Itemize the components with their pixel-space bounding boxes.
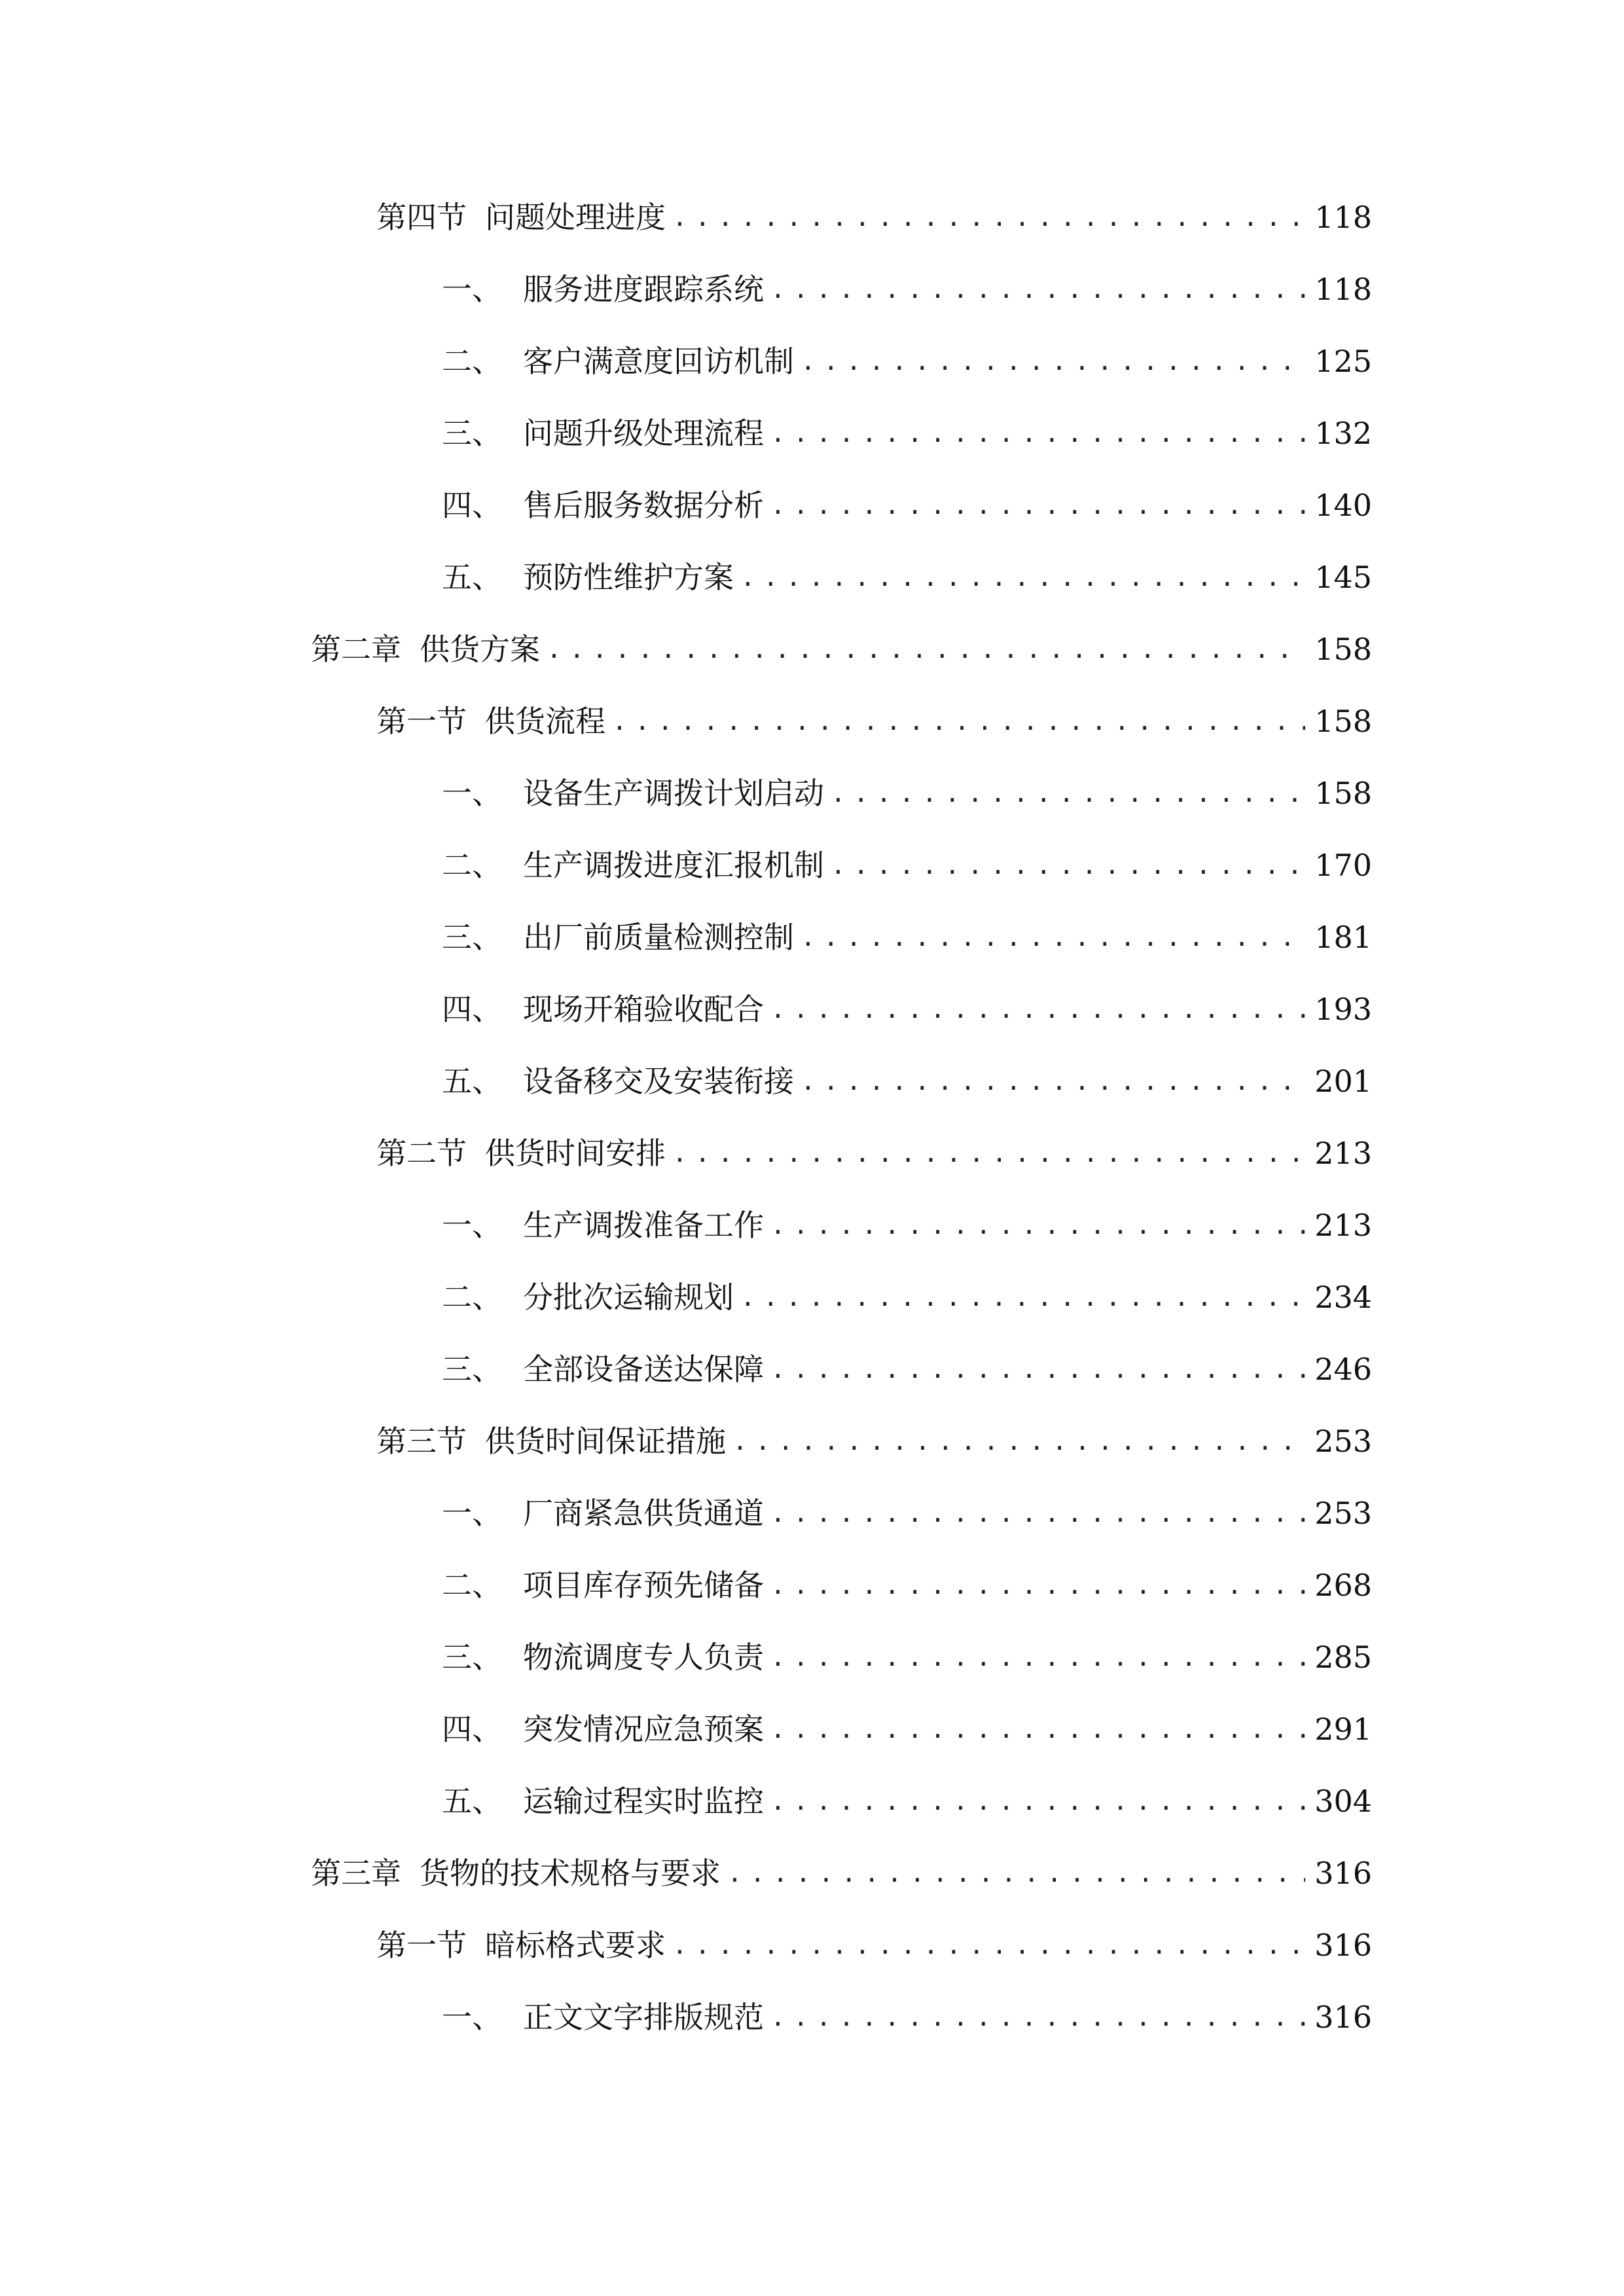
toc-entry[interactable] [442, 1343, 1372, 1395]
toc-entry-number: 第一节 [376, 1928, 467, 1963]
toc-entry[interactable] [442, 1991, 1372, 2043]
toc-entry-page: 170 [1314, 848, 1372, 883]
toc-leader-dots [770, 1775, 1305, 1827]
toc-leader-dots [770, 1991, 1305, 2043]
toc-entry-title: 供货时间保证措施 [485, 1424, 726, 1459]
toc-entry-title: 供货流程 [485, 704, 605, 739]
toc-entry-title: 运输过程实时监控 [523, 1784, 764, 1819]
toc-entry-number: 三、 [442, 416, 502, 451]
toc-leader-dots [801, 911, 1305, 963]
toc-leader-dots [727, 1847, 1305, 1899]
toc-entry-number: 二、 [442, 848, 502, 883]
toc-leader-dots [831, 767, 1305, 819]
toc-entry-page: 181 [1314, 920, 1372, 955]
toc-entry-number: 四、 [442, 992, 502, 1027]
toc-leader-dots [672, 1919, 1305, 1971]
toc-entry[interactable] [442, 983, 1372, 1035]
toc-entry-title: 突发情况应急预案 [523, 1712, 764, 1747]
toc-entry-page: 316 [1314, 1928, 1372, 1963]
toc-leader-dots [672, 1127, 1305, 1179]
toc-entry-number: 一、 [442, 2000, 502, 2035]
toc-leader-dots [770, 1631, 1305, 1683]
toc-entry-page: 145 [1314, 560, 1372, 595]
toc-entry-title: 生产调拨准备工作 [523, 1208, 764, 1243]
toc-entry-number: 二、 [442, 344, 502, 379]
toc-entry-number: 第二节 [376, 1136, 467, 1171]
toc-entry-title: 客户满意度回访机制 [523, 344, 794, 379]
toc-entry[interactable] [442, 335, 1372, 387]
toc-entry[interactable] [376, 1919, 1372, 1971]
toc-entry-number: 第三章 [311, 1856, 401, 1891]
toc-entry-title: 问题处理进度 [485, 200, 666, 235]
toc-entry-page: 304 [1314, 1784, 1372, 1819]
toc-entry-title: 项目库存预先储备 [523, 1568, 764, 1603]
toc-entry-title: 全部设备送达保障 [523, 1352, 764, 1387]
toc-entry[interactable] [442, 1775, 1372, 1827]
toc-entry-page: 316 [1314, 2000, 1372, 2035]
toc-leader-dots [831, 839, 1305, 891]
toc-entry-page: 158 [1314, 776, 1372, 811]
toc-entry[interactable] [442, 1271, 1372, 1323]
toc-entry-title: 服务进度跟踪系统 [523, 272, 764, 307]
toc-entry-number: 第一节 [376, 704, 467, 739]
toc-entry-title: 厂商紧急供货通道 [523, 1496, 764, 1531]
toc-entry-page: 201 [1314, 1064, 1372, 1099]
toc-entry-number: 五、 [442, 560, 502, 595]
toc-entry-number: 一、 [442, 1208, 502, 1243]
toc-entry[interactable] [311, 623, 1372, 675]
toc-entry-number: 一、 [442, 272, 502, 307]
toc-entry-page: 253 [1314, 1496, 1372, 1531]
toc-leader-dots [801, 1055, 1305, 1107]
toc-entry-title: 供货方案 [420, 632, 540, 667]
toc-entry-page: 268 [1314, 1568, 1372, 1603]
toc-entry-page: 158 [1314, 632, 1372, 667]
toc-entry-page: 234 [1314, 1280, 1372, 1315]
toc-leader-dots [740, 551, 1305, 603]
toc-entry[interactable] [376, 1415, 1372, 1467]
toc-leader-dots [770, 1343, 1305, 1395]
toc-entry-title: 售后服务数据分析 [523, 488, 764, 523]
toc-entry-title: 设备移交及安装衔接 [523, 1064, 794, 1099]
toc-leader-dots [770, 407, 1305, 459]
toc-entry-number: 一、 [442, 776, 502, 811]
toc-entry-page: 158 [1314, 704, 1372, 739]
toc-entry-title: 暗标格式要求 [485, 1928, 666, 1963]
toc-entry-page: 213 [1314, 1136, 1372, 1171]
toc-entry[interactable] [442, 1703, 1372, 1755]
toc-entry-title: 货物的技术规格与要求 [420, 1856, 721, 1891]
toc-entry-page: 246 [1314, 1352, 1372, 1387]
toc-leader-dots [770, 1559, 1305, 1611]
toc-entry-number: 四、 [442, 488, 502, 523]
toc-entry[interactable] [442, 1199, 1372, 1251]
toc-leader-dots [672, 191, 1305, 243]
toc-entry[interactable] [442, 1055, 1372, 1107]
toc-entry-title: 供货时间安排 [485, 1136, 666, 1171]
toc-entry-title: 分批次运输规划 [523, 1280, 734, 1315]
toc-entry[interactable] [442, 479, 1372, 531]
toc-entry[interactable] [442, 911, 1372, 963]
toc-entry-page: 132 [1314, 416, 1372, 451]
toc-entry-title: 正文文字排版规范 [523, 2000, 764, 2035]
toc-leader-dots [547, 623, 1305, 675]
toc-entry[interactable] [442, 1487, 1372, 1539]
toc-entry-page: 291 [1314, 1712, 1372, 1747]
toc-entry[interactable] [442, 263, 1372, 315]
toc-entry-title: 物流调度专人负责 [523, 1640, 764, 1675]
toc-entry-title: 生产调拨进度汇报机制 [523, 848, 824, 883]
toc-entry-title: 现场开箱验收配合 [523, 992, 764, 1027]
toc-entry-number: 三、 [442, 1352, 502, 1387]
toc-entry[interactable] [442, 551, 1372, 603]
toc-leader-dots [770, 479, 1305, 531]
toc-entry-number: 第二章 [311, 632, 401, 667]
toc-entry-number: 二、 [442, 1568, 502, 1603]
toc-entry[interactable] [376, 695, 1372, 747]
toc-entry[interactable] [442, 767, 1372, 819]
toc-entry[interactable] [442, 407, 1372, 459]
toc-leader-dots [801, 335, 1305, 387]
toc-entry-number: 四、 [442, 1712, 502, 1747]
toc-leader-dots [740, 1271, 1305, 1323]
toc-entry-page: 213 [1314, 1208, 1372, 1243]
toc-entry-page: 125 [1314, 344, 1372, 379]
toc-entry-title: 预防性维护方案 [523, 560, 734, 595]
toc-entry[interactable] [442, 1559, 1372, 1611]
toc-entry-title: 设备生产调拨计划启动 [523, 776, 824, 811]
toc-entry-number: 三、 [442, 920, 502, 955]
toc-entry[interactable] [376, 1127, 1372, 1179]
toc-entry-title: 出厂前质量检测控制 [523, 920, 794, 955]
toc-leader-dots [732, 1415, 1305, 1467]
toc-entry-page: 285 [1314, 1640, 1372, 1675]
toc-entry-number: 三、 [442, 1640, 502, 1675]
toc-leader-dots [770, 1703, 1305, 1755]
toc-entry-page: 316 [1314, 1856, 1372, 1891]
toc-entry[interactable] [442, 839, 1372, 891]
toc-leader-dots [770, 1487, 1305, 1539]
toc-entry-number: 五、 [442, 1064, 502, 1099]
toc-entry-page: 118 [1314, 272, 1372, 307]
toc-entry-page: 140 [1314, 488, 1372, 523]
toc-entry-page: 193 [1314, 992, 1372, 1027]
toc-entry-number: 二、 [442, 1280, 502, 1315]
toc-leader-dots [770, 1199, 1305, 1251]
toc-entry[interactable] [376, 191, 1372, 243]
toc-entry-number: 五、 [442, 1784, 502, 1819]
toc-entry-number: 第三节 [376, 1424, 467, 1459]
toc-entry-number: 第四节 [376, 200, 467, 235]
toc-leader-dots [770, 263, 1305, 315]
toc-entry-number: 一、 [442, 1496, 502, 1531]
toc-entry[interactable] [442, 1631, 1372, 1683]
toc-entry-page: 253 [1314, 1424, 1372, 1459]
toc-leader-dots [612, 695, 1305, 747]
toc-entry[interactable] [311, 1847, 1372, 1899]
toc-entry-title: 问题升级处理流程 [523, 416, 764, 451]
toc-leader-dots [770, 983, 1305, 1035]
toc-entry-page: 118 [1314, 200, 1372, 235]
